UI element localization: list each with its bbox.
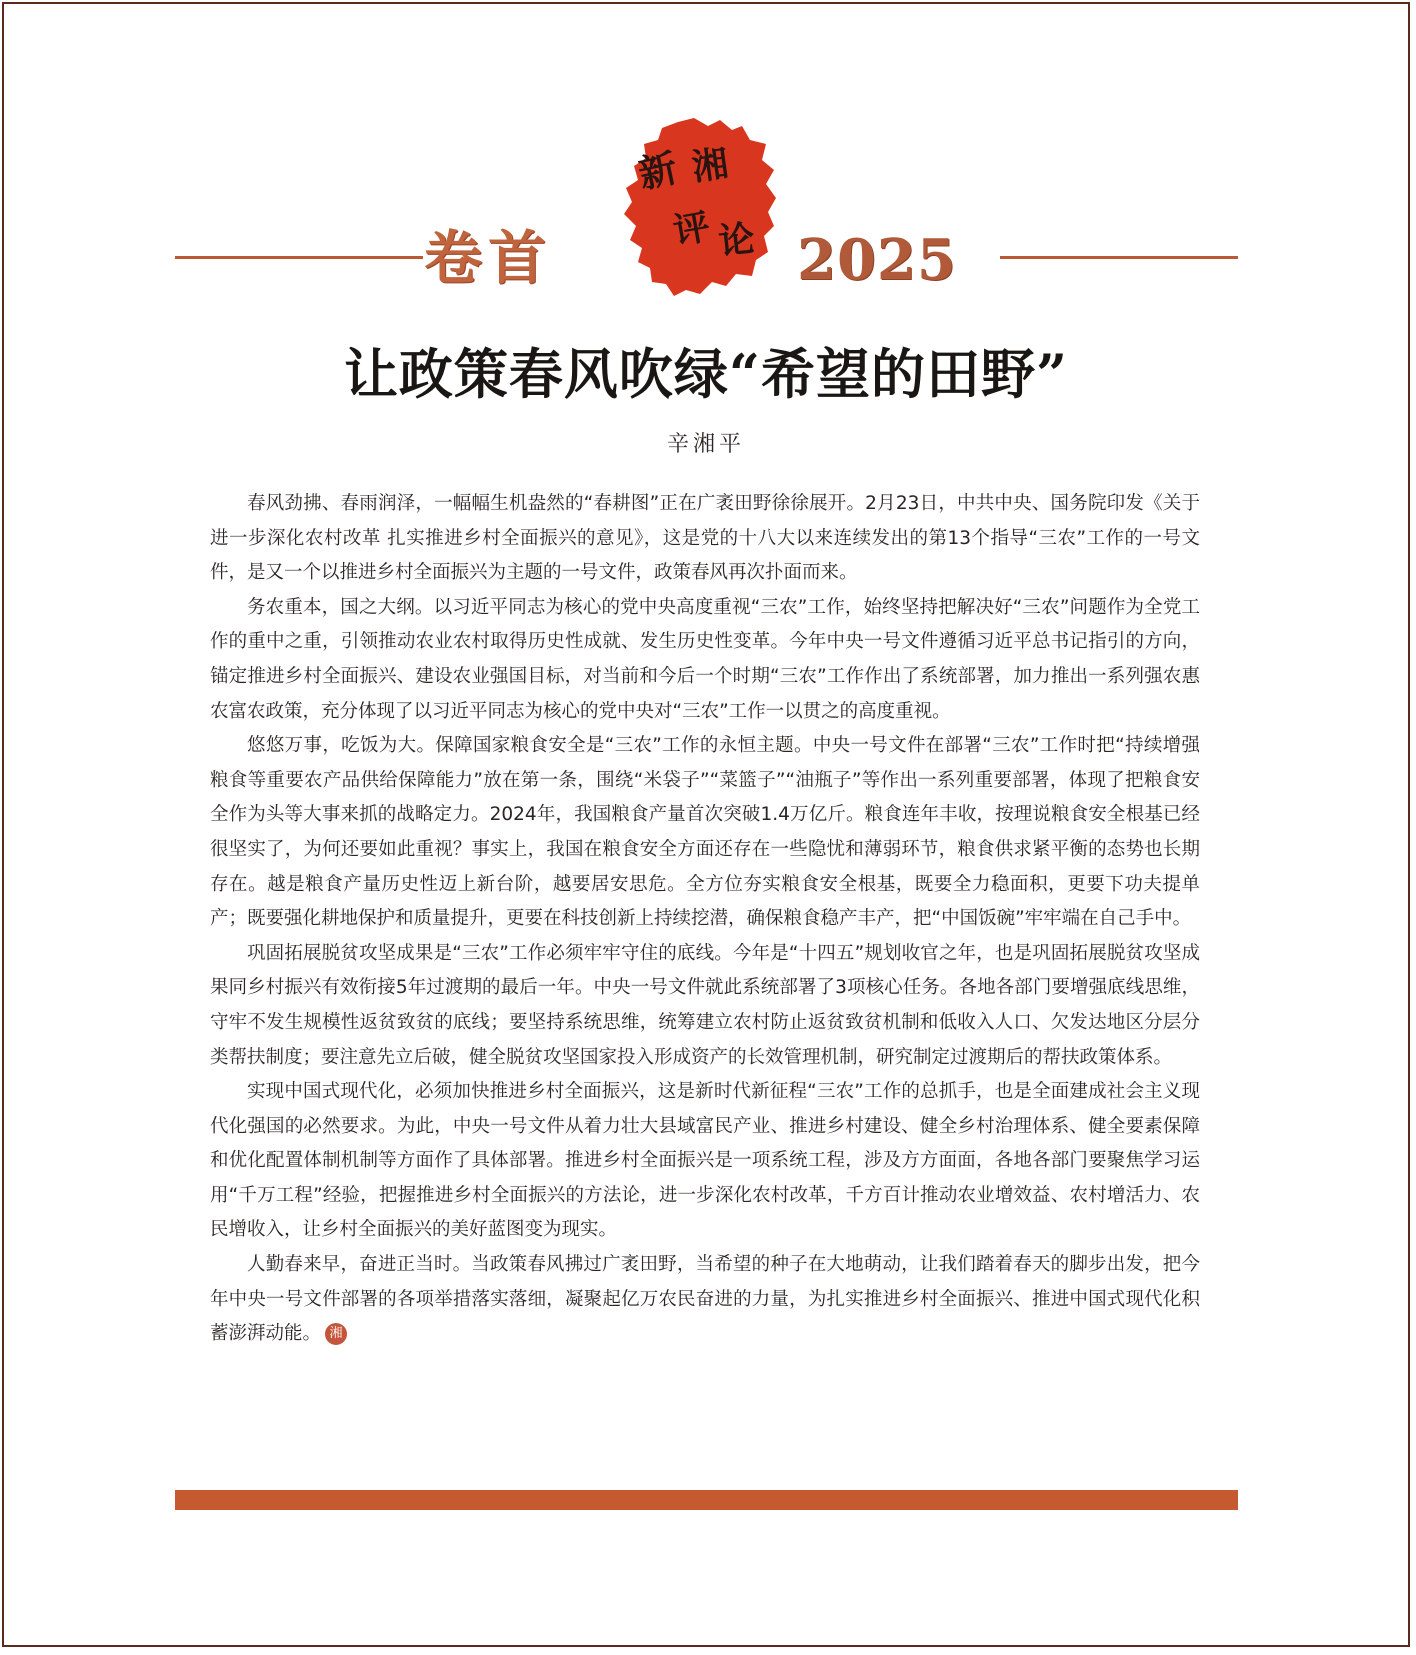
header-rule-right [1000,256,1238,259]
issue-year: 2025 [797,227,957,293]
magazine-logo [616,114,792,300]
page [2,2,1410,1647]
article-paragraph-last [210,1248,1200,1352]
svg-text:评: 评 [670,205,714,253]
article-paragraph-text: 人勤春来早，奋进正当时。当政策春风拂过广袤田野，当希望的种子在大地萌动，让我们踏着春天的脚步出发，把今年中央一号文件部署的各项举措落实落细，凝聚起亿万农民奋进的力量，为扎实推进乡村全面振兴、推进中国式现代化积蓄澎湃动能。 [210,1254,1200,1345]
article-title: 让政策春风吹绿“希望的田野” [343,342,1069,406]
svg-text:新: 新 [634,144,682,197]
footer-bar [175,1490,1238,1510]
publication-end-mark-icon: 湘 [325,1323,347,1345]
article-paragraph: 巩固拓展脱贫攻坚成果是“三农”工作必须牢牢守住的底线。今年是“十四五”规划收官之年，也是巩固拓展脱贫攻坚成果同乡村振兴有效衔接5年过渡期的最后一年。中央一号文件就此系统部署了3项核心任务。各地各部门要增强底线思维，守牢不发生规模性返贫致贫的底线；要坚持系统思维，统筹建立农村防止返贫致贫机制和低收入人口、欠发达地区分层分类帮扶制度；要注意先立后破，健全脱贫攻坚国家投入形成资产的长效管理机制，研究制定过渡期后的帮扶政策体系。 [210,942,1200,1068]
svg-text:湘: 湘 [689,142,731,189]
article-body [210,487,1200,1352]
svg-text:论: 论 [716,217,757,263]
article-author: 辛湘平 [666,432,745,457]
article-paragraph: 实现中国式现代化，必须加快推进乡村全面振兴，这是新时代新征程“三农”工作的总抓手，也是全面建成社会主义现代化强国的必然要求。为此，中央一号文件从着力壮大县域富民产业、推进乡村建设、健全乡村治理体系、健全要素保障和优化配置体制机制等方面作了具体部署。推进乡村全面振兴是一项系统工程，涉及方方面面，各地各部门要聚焦学习运用“千万工程”经验，把握推进乡村全面振兴的方法论，进一步深化农村改革，千方百计推动农业增效益、农村增活力、农民增收入，让乡村全面振兴的美好蓝图变为现实。 [210,1081,1200,1241]
header-rule-left [175,256,423,259]
hunan-map-emblem-icon [616,114,792,300]
section-label: 卷首 [424,224,553,292]
article-paragraph: 悠悠万事，吃饭为大。保障国家粮食安全是“三农”工作的永恒主题。中央一号文件在部署“三农”工作时把“持续增强粮食等重要农产品供给保障能力”放在第一条，围绕“米袋子”“菜篮子”“油瓶子”等作出一系列重要部署，体现了把粮食安全作为头等大事来抓的战略定力。2024年，我国粮食产量首次突破1.4万亿斤。粮食连年丰收，按理说粮食安全根基已经很坚实了，为何还要如此重视？事实上，我国在粮食安全方面还存在一些隐忧和薄弱环节，粮食供求紧平衡的态势也长期存在。越是粮食产量历史性迈上新台阶，越要居安思危。全方位夯实粮食安全根基，既要全力稳面积，更要下功夫提单产；既要强化耕地保护和质量提升，更要在科技创新上持续挖潜，确保粮食稳产丰产，把“中国饭碗”牢牢端在自己手中。 [210,735,1200,930]
article-paragraph: 务农重本，国之大纲。以习近平同志为核心的党中央高度重视“三农”工作，始终坚持把解决好“三农”问题作为全党工作的重中之重，引领推动农业农村取得历史性成就、发生历史性变革。今年中央一号文件遵循习近平总书记指引的方向，锚定推进乡村全面振兴、建设农业强国目标，对当前和今后一个时期“三农”工作作出了系统部署，加力推出一系列强农惠农富农政策，充分体现了以习近平同志为核心的党中央对“三农”工作一以贯之的高度重视。 [210,596,1200,722]
article-paragraph: 春风劲拂、春雨润泽，一幅幅生机盎然的“春耕图”正在广袤田野徐徐展开。2月23日，中共中央、国务院印发《关于进一步深化农村改革 扎实推进乡村全面振兴的意见》，这是党的十八大以来连续发出的第13个指导“三农”工作的一号文件，是又一个以推进乡村全面振兴为主题的一号文件，政策春风再次扑面而来。 [210,493,1200,584]
